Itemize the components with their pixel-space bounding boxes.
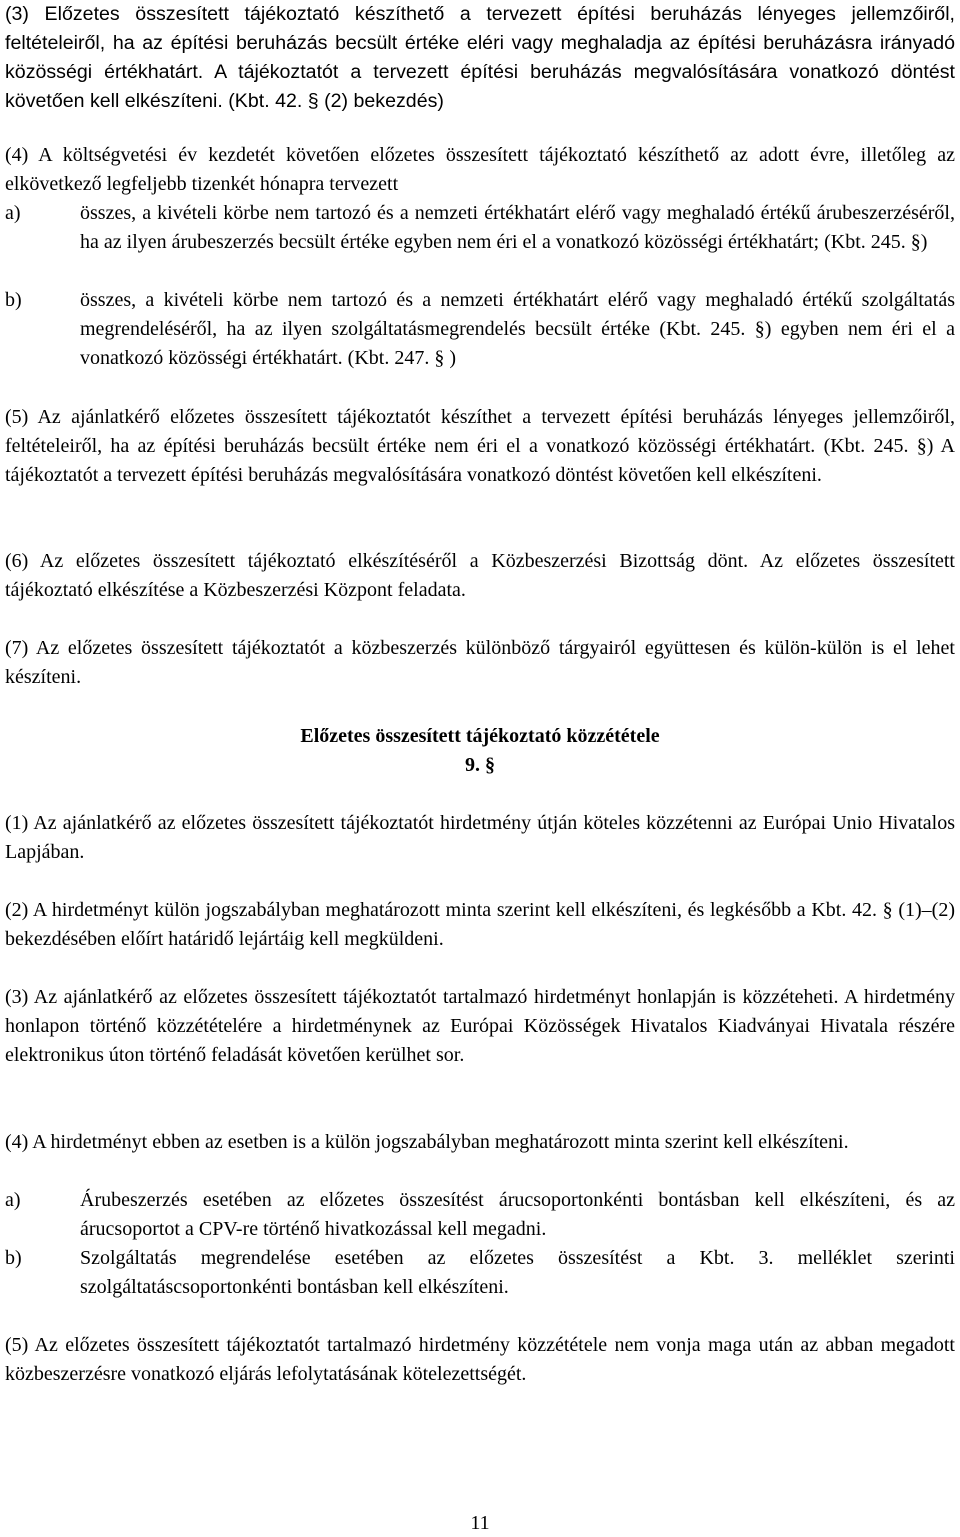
list-item-4a: [5, 199, 955, 257]
list-item-4b: [5, 286, 955, 373]
section-paragraph-4-intro: (4) A hirdetményt ebben az esetben is a külön jogszabályban meghatározott minta szerint kell elkészíteni.: [5, 1131, 849, 1153]
page-number: 11: [470, 1512, 490, 1534]
list-item-label: b): [5, 1247, 22, 1269]
paragraph-3-intro: (3) Előzetes összesített tájékoztató készíthető a tervezett építési beruházás lényeges jellemzőiről, feltételeiről, ha az építési beruházás becsült értéke eléri vagy meghaladja az építési beruházásra irányadó közösségi értékhatárt. A tájékoztatót a tervezett építési beruházás megvalósítására vonatkozó döntést követően kell elkészíteni. (Kbt. 42. § (2) bekezdés): [5, 3, 955, 112]
list-item-text: Szolgáltatás megrendelése esetében az előzetes összesítést a Kbt. 3. melléklet szerinti szolgáltatáscsoportonkénti bontásban kell elkészíteni.: [80, 1247, 955, 1298]
list-item-9-4a: [5, 1186, 955, 1244]
list-item-text: Árubeszerzés esetében az előzetes összesítést árucsoportonkénti bontásban kell elkészíteni, és az árucsoportot a CPV-re történő hivatkozással kell megadni.: [80, 1189, 955, 1240]
list-item-label: b): [5, 289, 22, 311]
paragraph-6: (6) Az előzetes összesített tájékoztató elkészítéséről a Közbeszerzési Bizottság dönt. Az előzetes összesített tájékoztató elkészítése a Közbeszerzési Központ feladata.: [5, 550, 955, 601]
section-paragraph-5: (5) Az előzetes összesített tájékoztatót tartalmazó hirdetmény közzététele nem vonja maga után az abban megadott közbeszerzésre vonatkozó eljárás lefolytatásának kötelezettségét.: [5, 1334, 955, 1385]
section-paragraph-3: (3) Az ajánlatkérő az előzetes összesített tájékoztatót tartalmazó hirdetményt honlapján is közzéteheti. A hirdetmény honlapon történő közzétételére a hirdetménynek az Európai Közösségek Hivatalos Kiadványai Hivatala részére elektronikus úton történő feladását követően kerülhet sor.: [5, 986, 955, 1066]
section-title: Előzetes összesített tájékoztató közzététele: [300, 725, 660, 747]
list-item-text: összes, a kivételi körbe nem tartozó és a nemzeti értékhatárt elérő vagy meghaladó értékű árubeszerzéséről, ha az ilyen árubeszerzés becsült értéke egyben nem éri el a vonatkozó közösségi értékhatárt; (Kbt. 245. §): [80, 202, 955, 253]
section-number: 9. §: [465, 754, 495, 776]
list-item-text: összes, a kivételi körbe nem tartozó és a nemzeti értékhatárt elérő vagy meghaladó értékű szolgáltatás megrendeléséről, ha az ilyen szolgáltatásmegrendelés becsült értéke (Kbt. 245. §) egyben nem éri el a vonatkozó közösségi értékhatárt. (Kbt. 247. § ): [80, 289, 955, 369]
paragraph-7: (7) Az előzetes összesített tájékoztatót a közbeszerzés különböző tárgyairól együttesen és külön-külön is el lehet készíteni.: [5, 637, 955, 688]
section-paragraph-2: (2) A hirdetményt külön jogszabályban meghatározott minta szerint kell elkészíteni, és legkésőbb a Kbt. 42. § (1)–(2) bekezdésében előírt határidő lejártáig kell megküldeni.: [5, 899, 955, 950]
list-item-label: a): [5, 1189, 21, 1211]
section-paragraph-1: (1) Az ajánlatkérő az előzetes összesített tájékoztatót hirdetmény útján köteles közzétenni az Európai Unio Hivatalos Lapjában.: [5, 812, 955, 863]
list-item-9-4b: [5, 1244, 955, 1302]
list-item-label: a): [5, 202, 21, 224]
paragraph-4-intro: (4) A költségvetési év kezdetét követően előzetes összesített tájékoztató készíthető az adott évre, illetőleg az elkövetkező legfeljebb tizenkét hónapra tervezett: [5, 144, 955, 195]
paragraph-5: (5) Az ajánlatkérő előzetes összesített tájékoztatót készíthet a tervezett építési beruházás lényeges jellemzőiről, feltételeiről, ha az építési beruházás becsült értéke nem éri el a vonatkozó közösségi értékhatárt. (Kbt. 245. §) A tájékoztatót a tervezett építési beruházás megvalósítására vonatkozó döntést követően kell elkészíteni.: [5, 406, 955, 486]
